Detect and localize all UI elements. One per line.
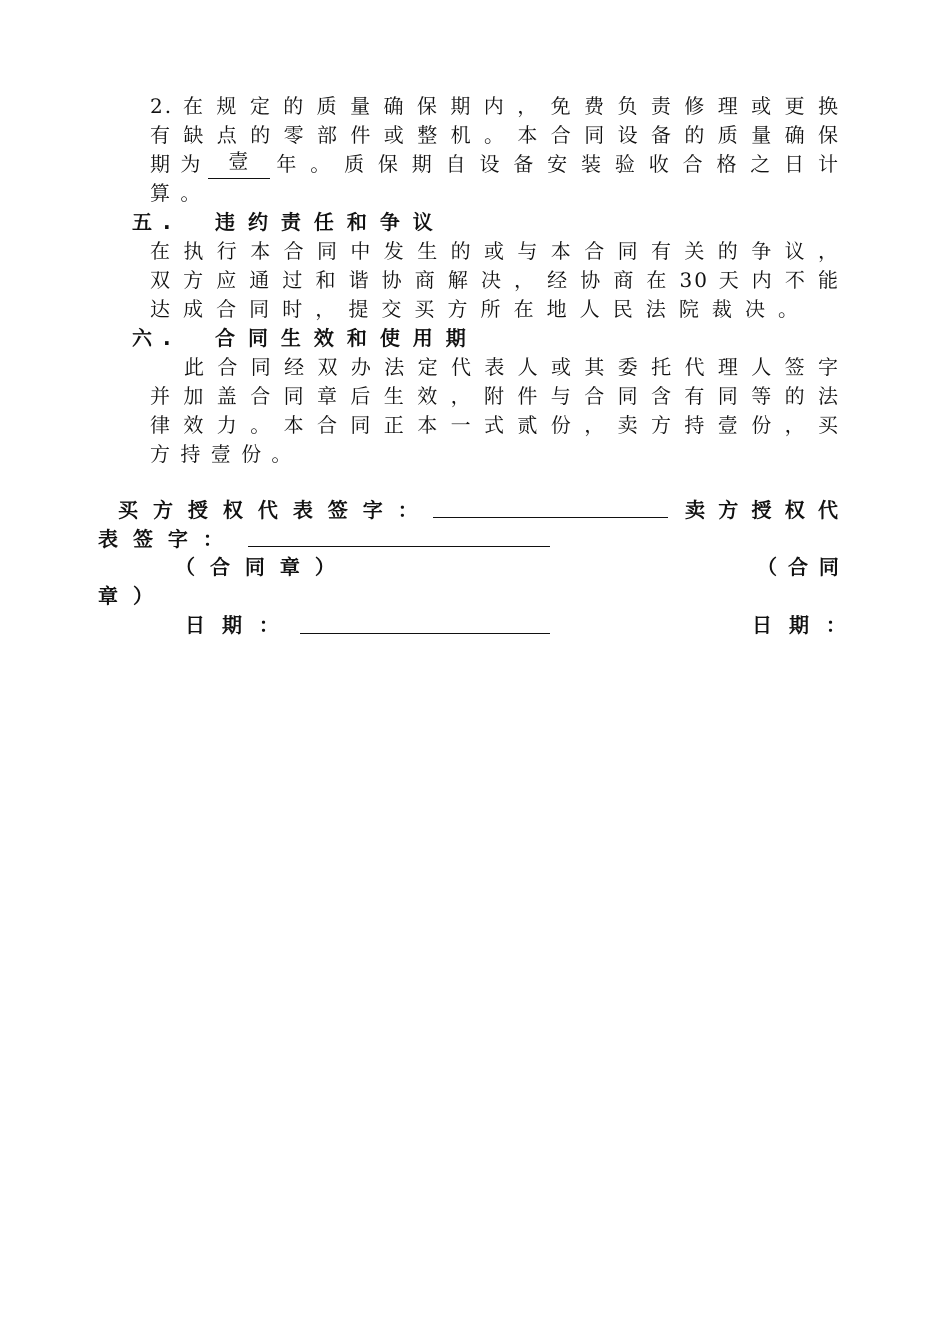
buyer-signature-label: 买 方 授 权 代 表 签 字 ：: [118, 498, 422, 522]
buyer-signature-blank[interactable]: [433, 517, 668, 518]
clause-5-heading: 违 约 责 任 和 争 议: [215, 210, 436, 234]
warranty-period-value: 壹: [208, 150, 270, 179]
seller-signature-blank[interactable]: [248, 546, 550, 547]
warranty-line-1: 2. 在 规 定 的 质 量 确 保 期 内 ， 免 费 负 责 修 理 或 更 换: [150, 94, 840, 118]
seller-seal-label-part2: 章 ）: [98, 584, 157, 608]
clause-6-line-4: 方 持 壹 份 。: [150, 442, 294, 466]
clause-5-line-2: 双 方 应 通 过 和 谐 协 商 解 决 ， 经 协 商 在 30 天 内 不 能: [150, 268, 840, 292]
seller-date-label: 日 期 ：: [752, 613, 851, 637]
clause-6-heading: 合 同 生 效 和 使 用 期: [215, 326, 469, 350]
seller-seal-label-part1: （ 合 同: [757, 555, 841, 579]
buyer-seal-label: （ 合 同 章 ）: [175, 555, 339, 579]
warranty-period-prefix: 期 为: [150, 152, 203, 176]
warranty-line-2: 有 缺 点 的 零 部 件 或 整 机 。 本 合 同 设 备 的 质 量 确 保: [150, 123, 840, 147]
clause-6-number: 六 .: [132, 326, 173, 350]
buyer-date-blank[interactable]: [300, 633, 550, 634]
clause-6-line-1: 此 合 同 经 双 办 法 定 代 表 人 或 其 委 托 代 理 人 签 字: [184, 355, 840, 379]
clause-6-line-3: 律 效 力 。 本 合 同 正 本 一 式 贰 份 ， 卖 方 持 壹 份 ， 买: [150, 413, 840, 437]
clause-5-line-1: 在 执 行 本 合 同 中 发 生 的 或 与 本 合 同 有 关 的 争 议 ，: [150, 239, 840, 263]
clause-6-line-2: 并 加 盖 合 同 章 后 生 效 ， 附 件 与 合 同 含 有 同 等 的 法: [150, 384, 840, 408]
warranty-line-4: 算 。: [150, 181, 203, 205]
clause-5-number: 五 .: [132, 210, 173, 234]
seller-signature-label-part2: 表 签 字 ：: [98, 527, 227, 551]
seller-signature-label-part1: 卖 方 授 权 代: [685, 498, 840, 522]
buyer-date-label: 日 期 ：: [185, 613, 284, 637]
clause-5-line-3: 达 成 合 同 时 ， 提 交 买 方 所 在 地 人 民 法 院 裁 决 。: [150, 297, 800, 321]
warranty-line-3: [150, 150, 840, 179]
warranty-period-suffix: 年 。 质 保 期 自 设 备 安 装 验 收 合 格 之 日 计: [276, 152, 840, 176]
